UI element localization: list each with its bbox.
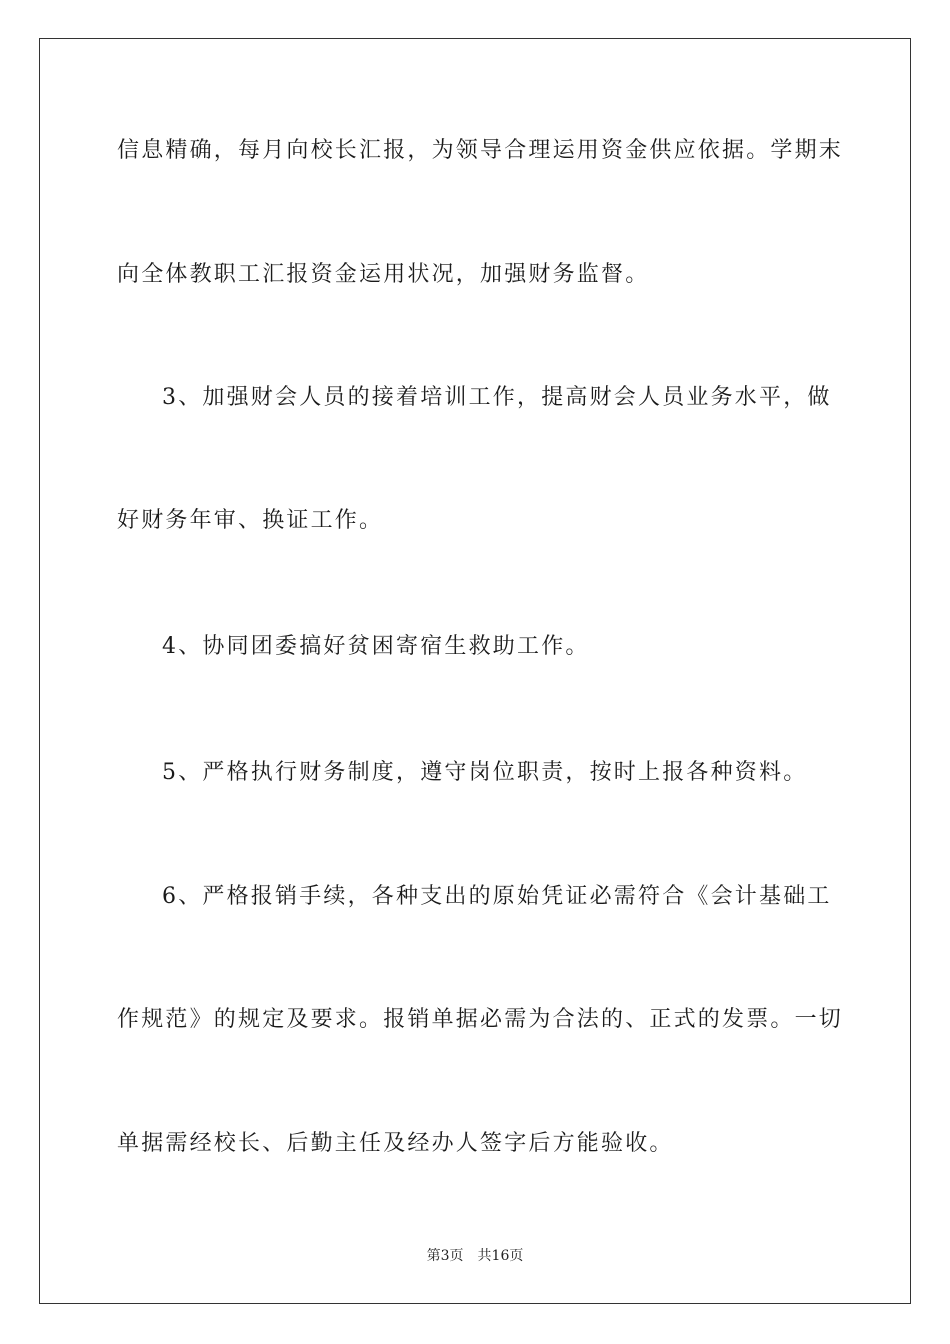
body-line-3: 3、加强财会人员的接着培训工作，提高财会人员业务水平，做 xyxy=(162,385,832,410)
body-line-8: 作规范》的规定及要求。报销单据必需为合法的、正式的发票。一切 xyxy=(117,1007,844,1032)
page-footer xyxy=(0,1246,950,1266)
body-line-1: 信息精确，每月向校长汇报，为领导合理运用资金供应依据。学期末 xyxy=(117,138,844,163)
page-number: 第3页 xyxy=(426,1248,464,1264)
total-pages: 共16页 xyxy=(477,1248,524,1264)
body-line-9: 单据需经校长、后勤主任及经办人签字后方能验收。 xyxy=(117,1131,674,1156)
body-line-2: 向全体教职工汇报资金运用状况，加强财务监督。 xyxy=(117,262,650,287)
body-line-4: 好财务年审、换证工作。 xyxy=(117,508,384,533)
body-line-6: 5、严格执行财务制度，遵守岗位职责，按时上报各种资料。 xyxy=(162,760,808,785)
page-border xyxy=(39,38,911,1304)
body-line-5: 4、协同团委搞好贫困寄宿生救助工作。 xyxy=(162,634,590,659)
body-line-7: 6、严格报销手续，各种支出的原始凭证必需符合《会计基础工 xyxy=(162,884,832,909)
